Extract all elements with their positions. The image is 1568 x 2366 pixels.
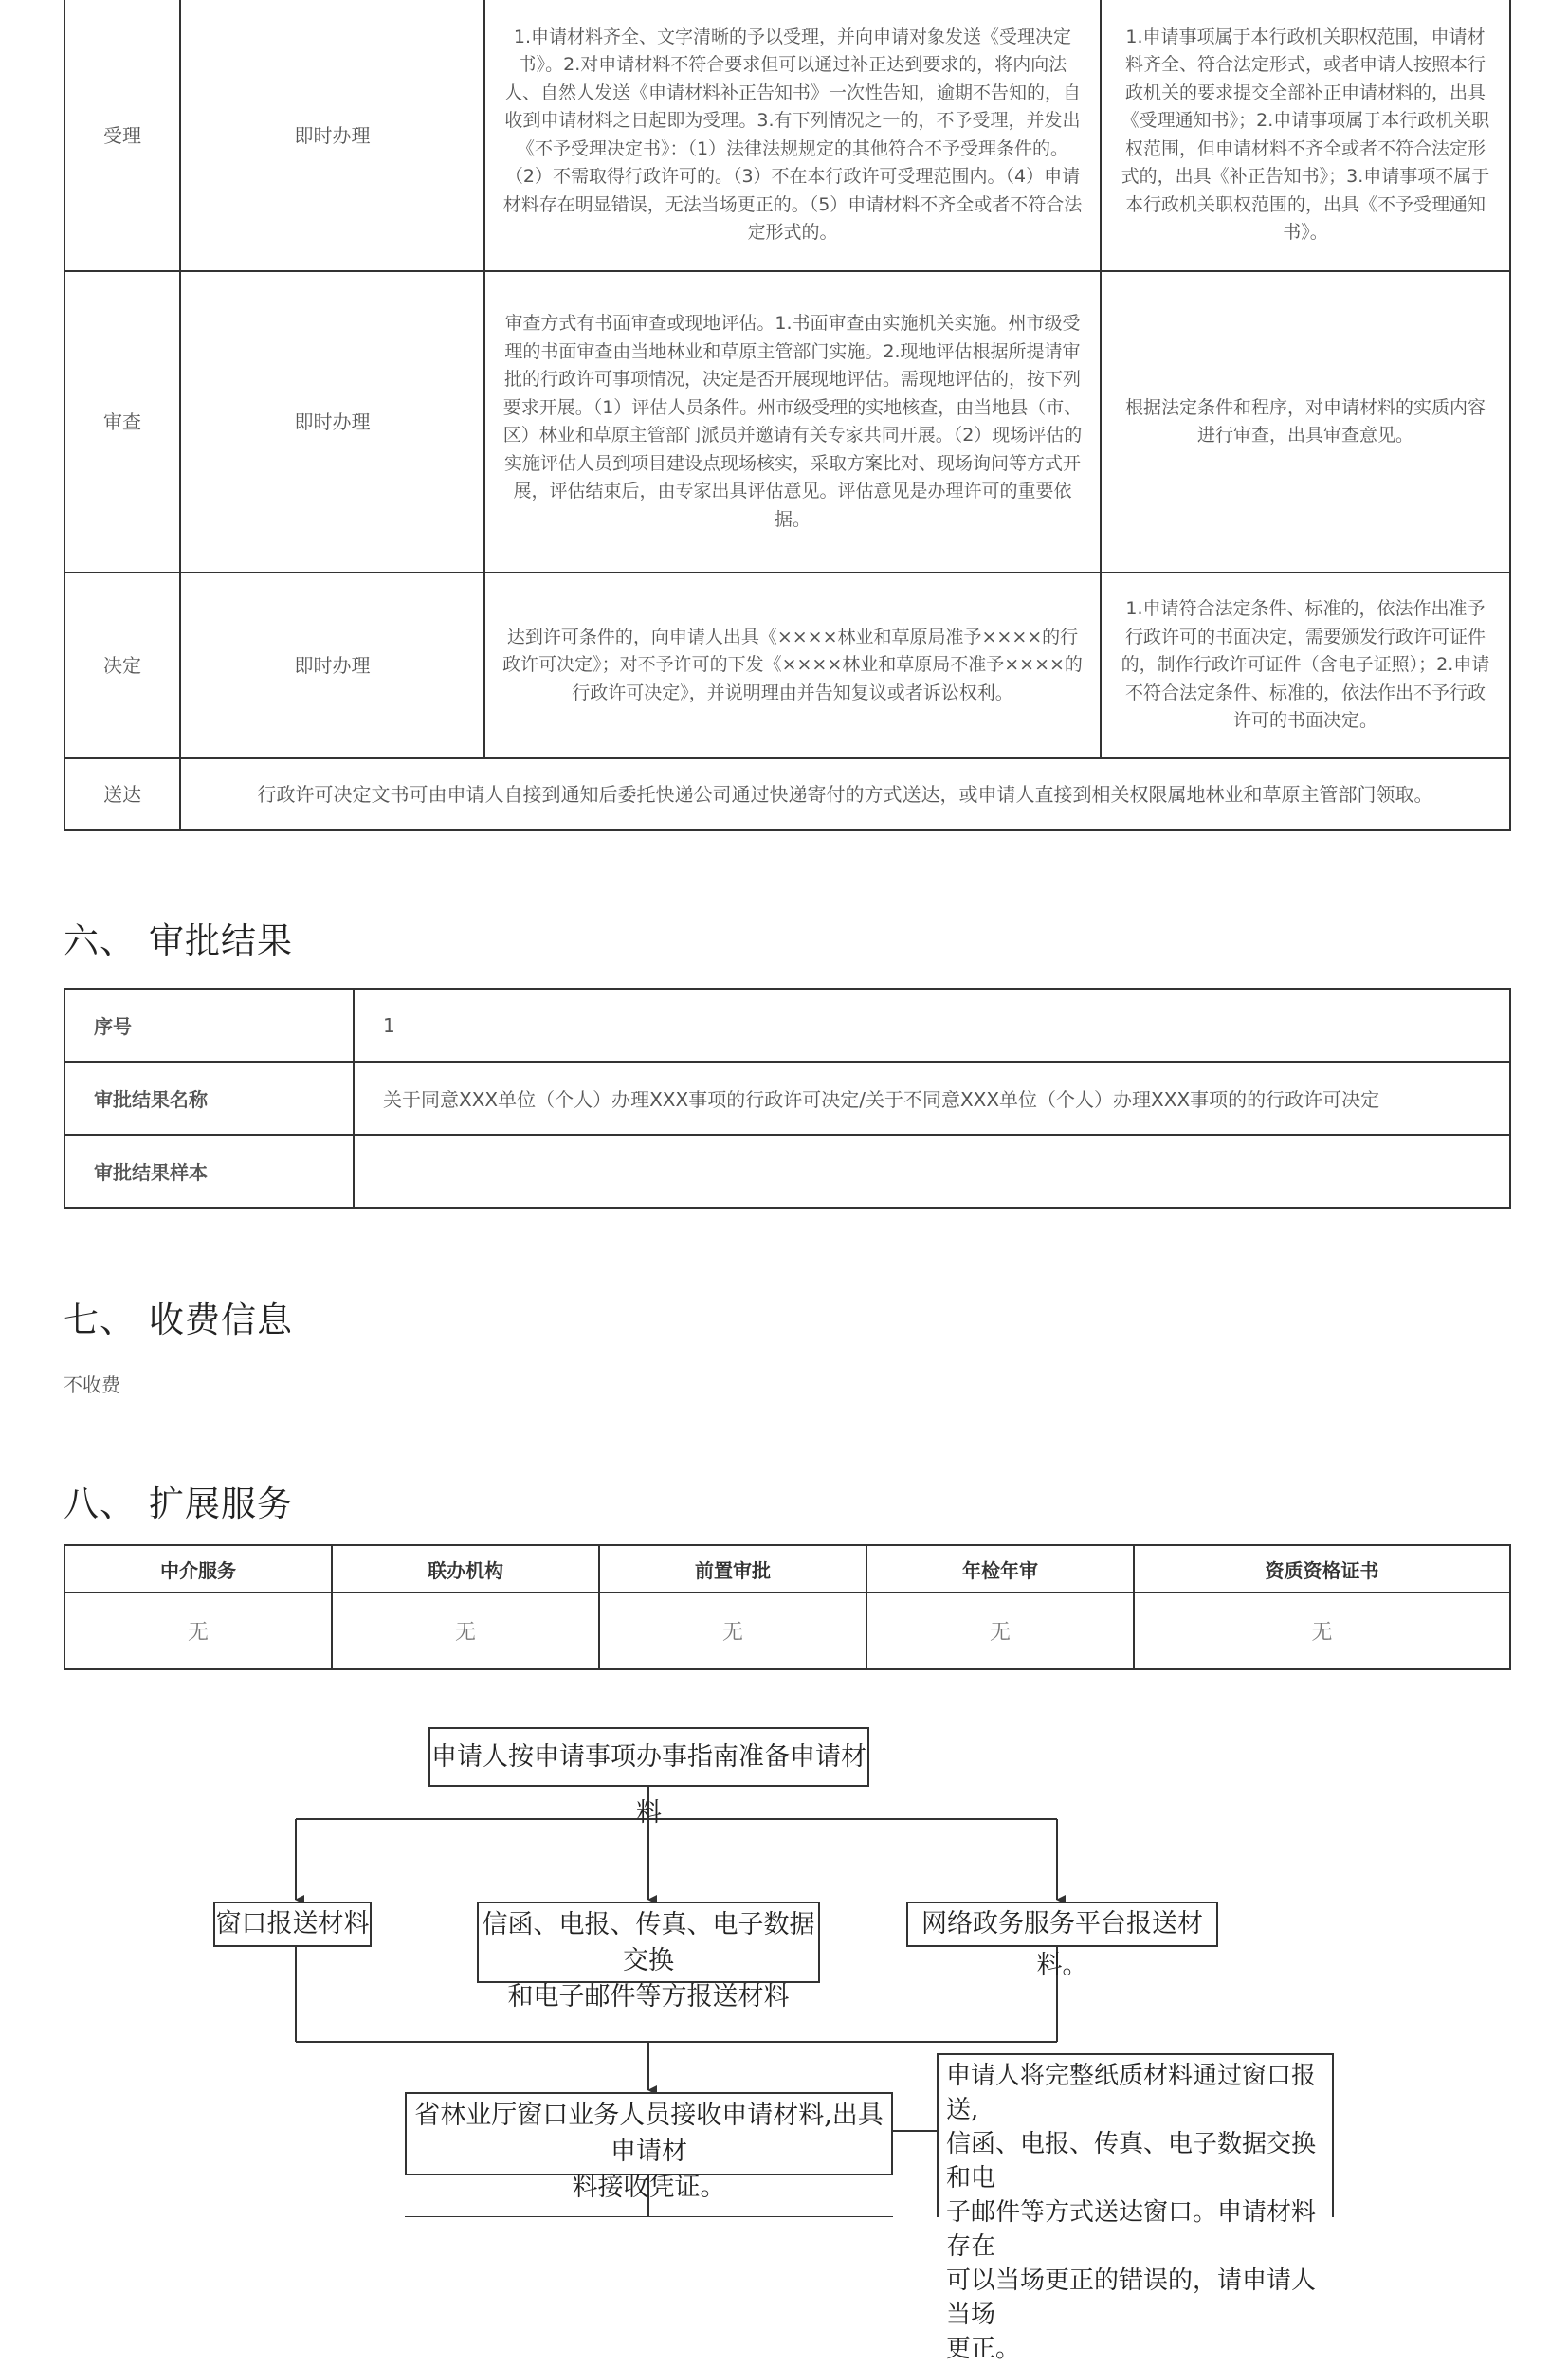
stage-cell: 送达 — [64, 758, 180, 830]
table-row — [64, 758, 1510, 830]
extended-services-table — [64, 1544, 1511, 1670]
table-row — [64, 573, 1510, 758]
table-header-row — [64, 1545, 1510, 1592]
result-key: 审批结果样本 — [64, 1135, 354, 1208]
section-title: 扩展服务 — [149, 1483, 293, 1524]
flow-text-line: 料接收凭证。 — [572, 2173, 726, 2202]
standard-cell: 1.申请符合法定条件、标准的，依法作出准予行政许可的书面决定，需要颁发行政许可证件的，制作行政许可证件（含电子证照）；2.申请不符合法定条件、标准的，依法作出不予行政许可的书面决定。 — [1101, 573, 1510, 758]
flow-text-line: 申请人将完整纸质材料通过窗口报送, — [946, 2062, 1317, 2124]
time-cell: 即时办理 — [180, 0, 484, 271]
table-cell: 无 — [64, 1592, 332, 1669]
table-cell: 无 — [332, 1592, 599, 1669]
result-value: 1 — [354, 989, 1510, 1062]
flow-step-window: 窗口报送材料 — [213, 1902, 372, 1947]
standard-cell: 根据法定条件和程序，对申请材料的实质内容进行审查，出具审查意见。 — [1101, 271, 1510, 573]
section-title: 收费信息 — [149, 1300, 293, 1340]
column-header: 前置审批 — [599, 1545, 866, 1592]
standard-cell: 1.申请事项属于本行政机关职权范围，申请材料齐全、符合法定形式，或者申请人按照本行政机关的要求提交全部补正申请材料的，出具《受理通知书》；2.申请事项属于本行政机关职权范围，但申请材料不齐全或者不符合法定形式的，出具《补正告知书》；3.申请事项不属于本行政机关职权范围的，出具《不予受理通知书》。 — [1101, 0, 1510, 271]
stage-cell: 审查 — [64, 271, 180, 573]
column-header: 年检年审 — [866, 1545, 1134, 1592]
description-cell: 1.申请材料齐全、文字清晰的予以受理，并向申请对象发送《受理决定书》。2.对申请材料不符合要求但可以通过补正达到要求的，将内向法人、自然人发送《申请材料补正告知书》一次性告知，逾期不告知的，自收到申请材料之日起即为受理。3.有下列情况之一的，不予受理，并发出《不予受理决定书》：（1）法律法规规定的其他符合不予受理条件的。（2）不需取得行政许可的。（3）不在本行政许可受理范围内。（4）申请材料存在明显错误，无法当场更正的。（5）申请材料不齐全或者不符合法定形式的。 — [484, 0, 1101, 271]
table-cell: 无 — [599, 1592, 866, 1669]
flow-step-receive — [405, 2092, 893, 2202]
section-number: 七、 — [64, 1300, 136, 1340]
table-row — [64, 1592, 1510, 1669]
flow-text-line: 省林业厅窗口业务人员接收申请材料,出具申请材 — [414, 2101, 884, 2166]
table-cell: 无 — [1134, 1592, 1510, 1669]
flow-note — [937, 2053, 1334, 2363]
flow-text-line: 和电子邮件等方报送材料 — [507, 1982, 790, 2011]
section-heading-results — [64, 912, 293, 963]
flow-text-line: 可以当场更正的错误的，请申请人当场 — [946, 2266, 1317, 2329]
flow-text-line: 子邮件等方式送达窗口。申请材料存在 — [946, 2198, 1317, 2261]
stage-cell: 决定 — [64, 573, 180, 758]
description-cell: 达到许可条件的，向申请人出具《××××林业和草原局准予××××的行政许可决定》；对不予许可的下发《××××林业和草原局不准予××××的行政许可决定》，并说明理由并告知复议或者诉讼权利。 — [484, 573, 1101, 758]
flowchart — [139, 1714, 1334, 2363]
flow-text-line: 信函、电报、传真、电子数据交换 — [482, 1910, 815, 1975]
table-row — [64, 271, 1510, 573]
section-number: 六、 — [64, 920, 136, 961]
table-row — [64, 1062, 1510, 1135]
flow-text-line: 更正。 — [946, 2335, 1021, 2363]
column-header: 资质资格证书 — [1134, 1545, 1510, 1592]
delivery-cell: 行政许可决定文书可由申请人自接到通知后委托快递公司通过快递寄付的方式送达，或申请人直接到相关权限属地林业和草原主管部门领取。 — [180, 758, 1510, 830]
time-cell: 即时办理 — [180, 573, 484, 758]
stage-cell: 受理 — [64, 0, 180, 271]
column-header: 中介服务 — [64, 1545, 332, 1592]
result-key: 审批结果名称 — [64, 1062, 354, 1135]
section-number: 八、 — [64, 1483, 136, 1524]
time-cell: 即时办理 — [180, 271, 484, 573]
flow-step-online: 网络政务服务平台报送材料。 — [906, 1902, 1218, 1947]
process-table — [64, 0, 1511, 831]
result-value: 关于同意XXX单位（个人）办理XXX事项的行政许可决定/关于不同意XXX单位（个人）办理XXX事项的的行政许可决定 — [354, 1062, 1510, 1135]
result-key: 序号 — [64, 989, 354, 1062]
result-value — [354, 1135, 1510, 1208]
table-row — [64, 989, 1510, 1062]
table-cell: 无 — [866, 1592, 1134, 1669]
table-row — [64, 1135, 1510, 1208]
column-header: 联办机构 — [332, 1545, 599, 1592]
fee-text: 不收费 — [64, 1374, 120, 1396]
flow-text-line: 信函、电报、传真、电子数据交换和电 — [946, 2130, 1317, 2193]
table-row — [64, 0, 1510, 271]
result-table — [64, 988, 1511, 1209]
description-cell: 审查方式有书面审查或现地评估。1.书面审查由实施机关实施。州市级受理的书面审查由当地林业和草原主管部门实施。2.现地评估根据所提请审批的行政许可事项情况，决定是否开展现地评估。需现地评估的，按下列要求开展。（1）评估人员条件。州市级受理的实地核查，由当地县（市、区）林业和草原主管部门派员并邀请有关专家共同开展。（2）现场评估的实施评估人员到项目建设点现场核实，采取方案比对、现场询问等方式开展，评估结束后，由专家出具评估意见。评估意见是办理许可的重要依据。 — [484, 271, 1101, 573]
flow-step-mail — [477, 1902, 820, 2011]
section-heading-extended-services — [64, 1475, 293, 1526]
section-title: 审批结果 — [149, 920, 293, 961]
section-heading-fees — [64, 1291, 293, 1342]
flow-step-prepare: 申请人按申请事项办事指南准备申请材料 — [428, 1727, 869, 1787]
